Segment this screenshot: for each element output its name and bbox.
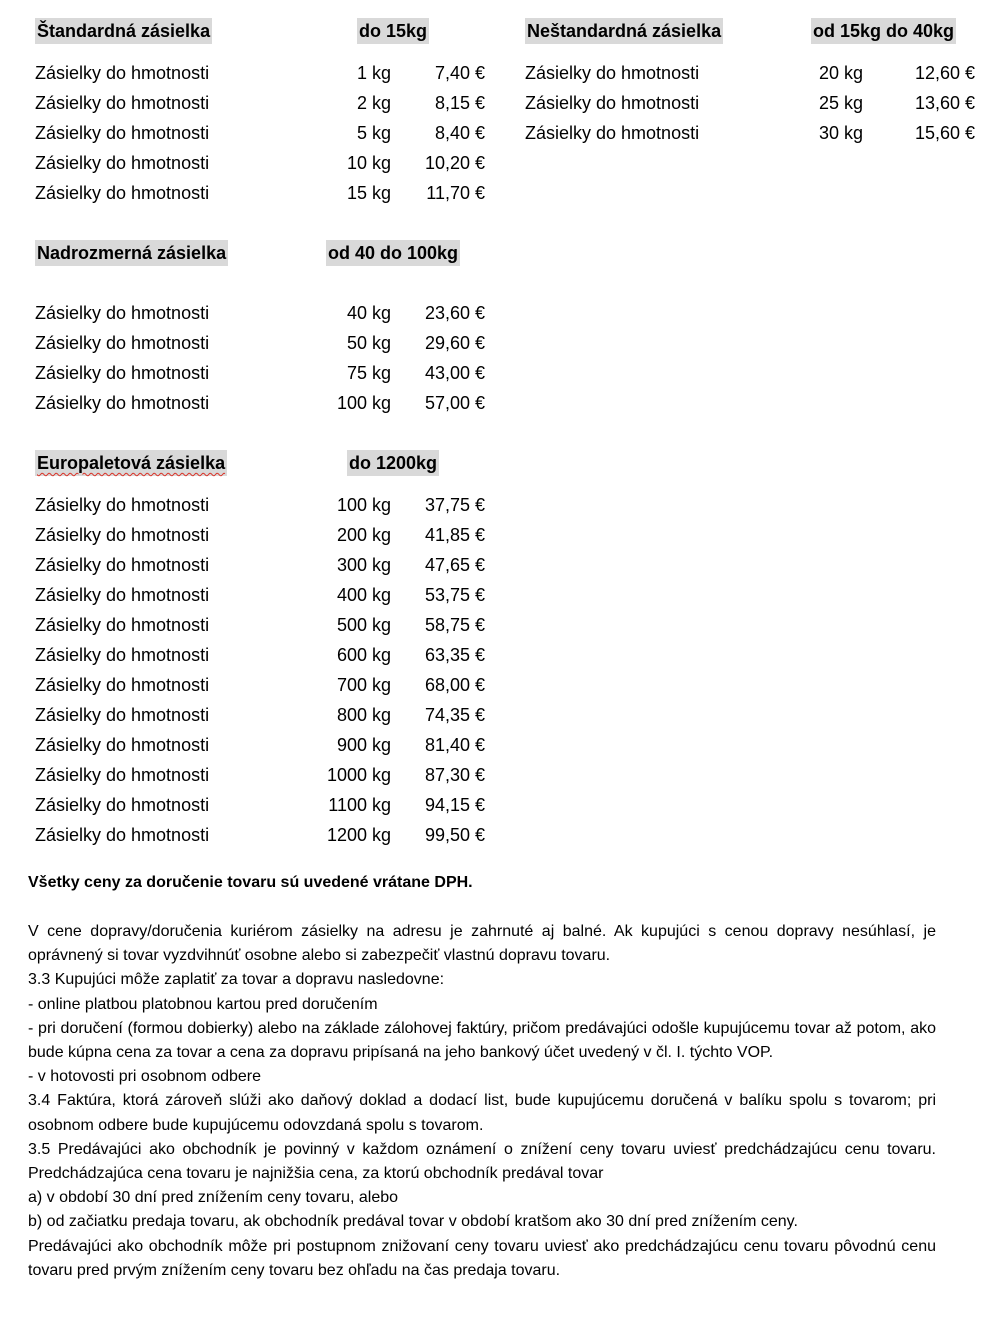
row-price: 57,00 €	[424, 393, 485, 413]
row-weight: 700 kg	[336, 675, 391, 695]
row-weight: 20 kg	[818, 63, 863, 83]
row-price: 99,50 €	[424, 825, 485, 845]
row-price: 13,60 €	[914, 93, 975, 113]
row-weight: 100 kg	[336, 393, 391, 413]
row-weight: 900 kg	[336, 735, 391, 755]
pallet-shipment-range: do 1200kg	[347, 450, 439, 476]
price-reduction-item-a: a) v období 30 dní pred znížením ceny tovaru, alebo	[28, 1189, 399, 1207]
row-label: Zásielky do hmotnosti	[35, 123, 210, 143]
price-row	[35, 670, 495, 700]
nonstandard-shipment-range: od 15kg do 40kg	[811, 18, 956, 44]
oversize-shipment-range: od 40 do 100kg	[326, 240, 460, 266]
row-price: 11,70 €	[426, 183, 485, 203]
price-reduction-item-b: b) od začiatku predaja tovaru, ak obchodník predával tovar v období kratšom ako 30 dní pred znížením ceny.	[28, 1213, 798, 1231]
row-label: Zásielky do hmotnosti	[35, 333, 210, 353]
row-price: 53,75 €	[424, 585, 485, 605]
price-row	[35, 88, 495, 118]
price-row	[35, 520, 495, 550]
row-weight: 1000 kg	[326, 765, 391, 785]
row-weight: 25 kg	[818, 93, 863, 113]
payment-online-item: - online platbou platobnou kartou pred doručením	[28, 995, 378, 1013]
row-label: Zásielky do hmotnosti	[525, 123, 700, 143]
row-weight: 400 kg	[336, 585, 391, 605]
row-label: Zásielky do hmotnosti	[35, 63, 210, 83]
row-label: Zásielky do hmotnosti	[35, 525, 210, 545]
row-weight: 1 kg	[356, 63, 391, 83]
row-label: Zásielky do hmotnosti	[35, 795, 210, 815]
row-label: Zásielky do hmotnosti	[35, 705, 210, 725]
row-weight: 100 kg	[336, 495, 391, 515]
vat-note: Všetky ceny za doručenie tovaru sú uvedené vrátane DPH.	[28, 874, 473, 891]
price-row	[35, 328, 495, 358]
pallet-price-table	[35, 490, 495, 850]
price-row	[35, 610, 495, 640]
row-weight: 1100 kg	[328, 795, 391, 815]
price-row	[35, 58, 495, 88]
row-weight: 1200 kg	[326, 825, 391, 845]
row-price: 94,15 €	[424, 795, 485, 815]
standard-price-table	[35, 58, 495, 208]
row-weight: 2 kg	[356, 93, 391, 113]
row-weight: 800 kg	[336, 705, 391, 725]
standard-shipment-title: Štandardná zásielka	[35, 18, 212, 44]
row-label: Zásielky do hmotnosti	[35, 363, 210, 383]
row-price: 81,40 €	[424, 735, 485, 755]
row-label: Zásielky do hmotnosti	[35, 303, 210, 323]
row-label: Zásielky do hmotnosti	[35, 825, 210, 845]
row-price: 74,35 €	[424, 705, 485, 725]
row-price: 7,40 €	[434, 63, 485, 83]
nonstandard-price-table	[525, 58, 985, 148]
row-label: Zásielky do hmotnosti	[35, 555, 210, 575]
price-row	[525, 58, 985, 88]
row-price: 10,20 €	[424, 153, 485, 173]
price-row	[35, 358, 495, 388]
payment-cod-item: - pri doručení (formou dobierky) alebo na základe zálohovej faktúry, pričom predávajúci odošle kupujúcemu tovar až potom, ako bude kúpna cena za tovar a cena za dopravu pripísaná na jeho bankový účet uvedený v čl. I. týchto VOP.	[28, 1019, 936, 1062]
row-label: Zásielky do hmotnosti	[35, 645, 210, 665]
price-row	[35, 178, 495, 208]
row-label: Zásielky do hmotnosti	[35, 183, 210, 203]
row-price: 12,60 €	[914, 63, 975, 83]
row-label: Zásielky do hmotnosti	[35, 615, 210, 635]
price-row	[35, 640, 495, 670]
row-price: 87,30 €	[424, 765, 485, 785]
oversize-price-table	[35, 298, 495, 418]
row-price: 68,00 €	[424, 675, 485, 695]
row-weight: 10 kg	[346, 153, 391, 173]
row-price: 43,00 €	[424, 363, 485, 383]
terms-text	[28, 920, 936, 1283]
price-row	[35, 298, 495, 328]
row-label: Zásielky do hmotnosti	[35, 393, 210, 413]
invoice-paragraph: 3.4 Faktúra, ktorá zároveň slúži ako daňový doklad a dodací list, bude kupujúcemu doručená v balíku spolu s tovarom; pri osobnom odbere bude kupujúcemu odovzdaná spolu s tovarom.	[28, 1092, 936, 1134]
price-row	[35, 700, 495, 730]
row-label: Zásielky do hmotnosti	[35, 93, 210, 113]
oversize-shipment-title: Nadrozmerná zásielka	[35, 240, 228, 266]
row-weight: 500 kg	[336, 615, 391, 635]
price-row	[35, 820, 495, 850]
row-label: Zásielky do hmotnosti	[525, 63, 700, 83]
row-label: Zásielky do hmotnosti	[35, 735, 210, 755]
price-row	[35, 490, 495, 520]
price-reduction-final-paragraph: Predávajúci ako obchodník môže pri postupnom znižovaní ceny tovaru uviesť ako predchádzajúcu cenu tovaru pôvodnú cenu tovaru pred prvým znížením ceny tovaru bez ohľadu na čas predaja tovaru.	[28, 1237, 936, 1279]
standard-shipment-range: do 15kg	[357, 18, 429, 44]
price-row	[35, 550, 495, 580]
row-price: 8,15 €	[434, 93, 485, 113]
spellcheck-underlined-word: Europaletová zásielka	[37, 453, 226, 473]
price-row	[35, 388, 495, 418]
price-row	[35, 760, 495, 790]
row-price: 23,60 €	[424, 303, 485, 323]
row-label: Zásielky do hmotnosti	[35, 585, 210, 605]
price-row	[525, 118, 985, 148]
row-weight: 75 kg	[346, 363, 391, 383]
packaging-paragraph: V cene dopravy/doručenia kuriérom zásielky na adresu je zahrnuté aj balné. Ak kupujúci s cenou dopravy nesúhlasí, je oprávnený si tovar vyzdvihnúť osobne alebo si zabezpečiť vlastnú dopravu tovaru.	[28, 923, 936, 965]
row-label: Zásielky do hmotnosti	[35, 153, 210, 173]
row-weight: 300 kg	[336, 555, 391, 575]
row-weight: 30 kg	[818, 123, 863, 143]
row-weight: 40 kg	[346, 303, 391, 323]
row-label: Zásielky do hmotnosti	[35, 765, 210, 785]
row-price: 47,65 €	[424, 555, 485, 575]
row-label: Zásielky do hmotnosti	[35, 495, 210, 515]
price-row	[35, 118, 495, 148]
row-price: 8,40 €	[434, 123, 485, 143]
row-weight: 15 kg	[346, 183, 391, 203]
row-price: 63,35 €	[424, 645, 485, 665]
pallet-shipment-title	[35, 450, 227, 476]
row-weight: 5 kg	[356, 123, 391, 143]
row-price: 37,75 €	[424, 495, 485, 515]
row-label: Zásielky do hmotnosti	[525, 93, 700, 113]
price-row	[35, 148, 495, 178]
row-weight: 600 kg	[336, 645, 391, 665]
price-row	[35, 790, 495, 820]
price-reduction-paragraph: 3.5 Predávajúci ako obchodník je povinný v každom oznámení o znížení ceny tovaru uviesť predchádzajúcu cenu tovaru. Predchádzajúca cena tovaru je najnižšia cena, za ktorú obchodník predával tovar	[28, 1140, 936, 1183]
price-row	[35, 580, 495, 610]
row-price: 58,75 €	[424, 615, 485, 635]
row-price: 15,60 €	[914, 123, 975, 143]
price-row	[35, 730, 495, 760]
row-weight: 200 kg	[336, 525, 391, 545]
price-row	[525, 88, 985, 118]
row-price: 41,85 €	[424, 525, 485, 545]
nonstandard-shipment-title: Neštandardná zásielka	[525, 18, 723, 44]
payment-methods-heading: 3.3 Kupujúci môže zaplatiť za tovar a dopravu nasledovne:	[28, 971, 445, 989]
row-label: Zásielky do hmotnosti	[35, 675, 210, 695]
row-price: 29,60 €	[424, 333, 485, 353]
payment-cash-item: - v hotovosti pri osobnom odbere	[28, 1068, 262, 1086]
row-weight: 50 kg	[346, 333, 391, 353]
